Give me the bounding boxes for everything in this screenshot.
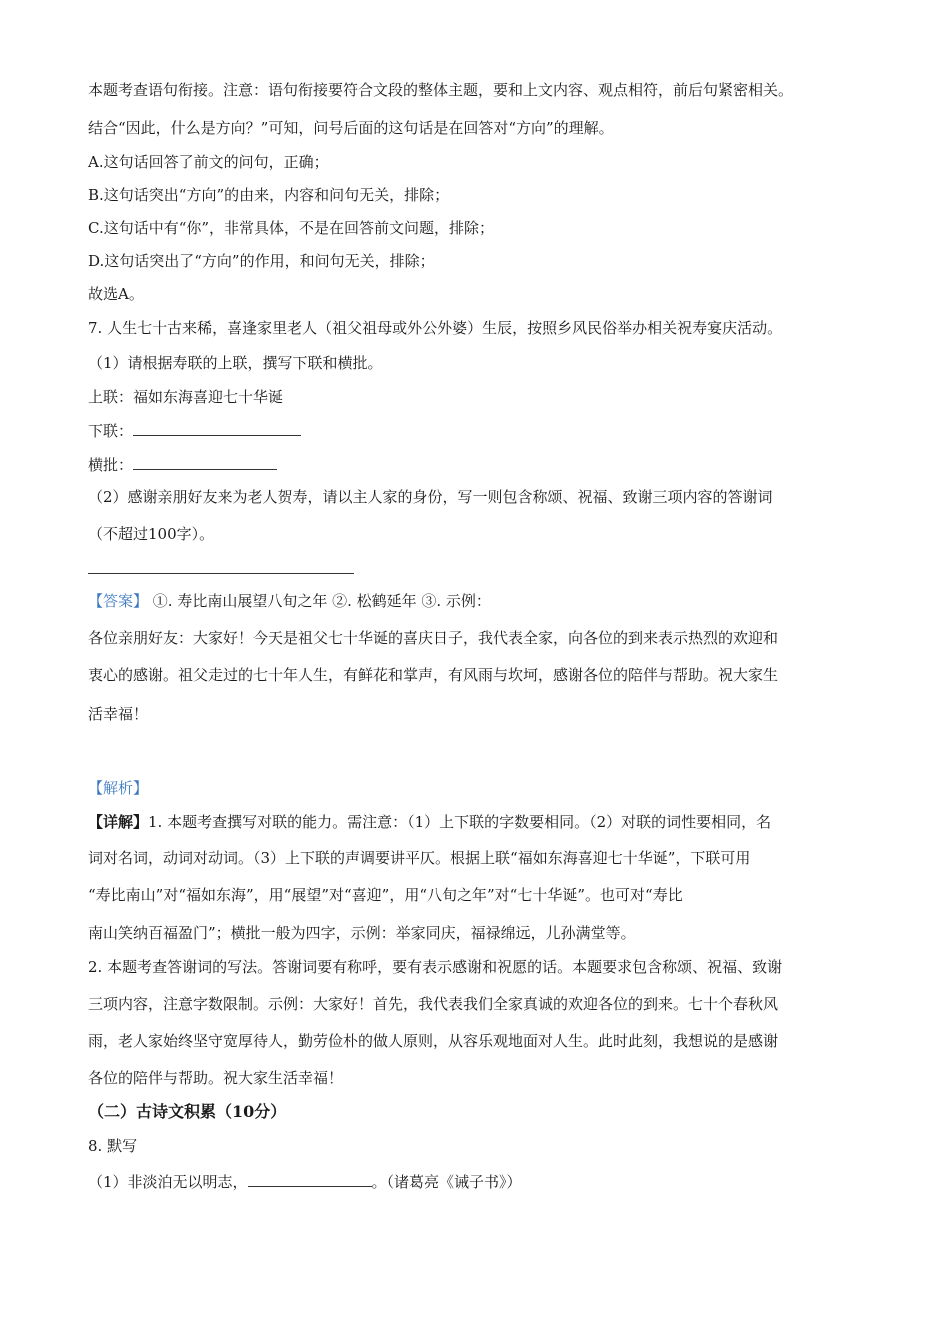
option-b-analysis: B.这句话突出“方向”的由来，内容和问句无关，排除；	[88, 186, 450, 204]
detail-line-8: 各位的陪伴与帮助。祝大家生活幸福！	[88, 1069, 344, 1087]
section-title: （二）古诗文积累（10分）	[88, 1102, 287, 1121]
xialian-line	[88, 421, 870, 441]
answer-rule	[88, 573, 354, 574]
answer-line	[88, 591, 870, 611]
detail-text-1: 1. 本题考查撰写对联的能力。需注意：（1）上下联的字数要相同。（2）对联的词性要相同，名	[148, 813, 772, 831]
detail-line-4: 南山笑纳百福盈门”；横批一般为四字，示例：举家同庆，福禄绵远，儿孙满堂等。	[88, 924, 636, 942]
detail-line-3: “寿比南山”对“福如东海”，用“展望”对“喜迎”，用“八旬之年”对“七十华诞”。也可对“寿比	[88, 886, 683, 904]
detail-line-7: 雨，老人家始终坚守宽厚待人，勤劳俭朴的做人原则，从容乐观地面对人生。此时此刻，我想说的是感谢	[88, 1032, 779, 1050]
q8-1-text-a: （1）非淡泊无以明志，	[88, 1173, 248, 1191]
answer-text-line-3: 活幸福！	[88, 705, 149, 723]
explain-line-2: 结合“因此，什么是方向？”可知，问号后面的这句话是在回答对“方向”的理解。	[88, 119, 614, 137]
question-7-part-2-line-2: （不超过100字）。	[88, 525, 215, 543]
detail-line-2: 词对名词，动词对动词。（3）上下联的声调要讲平仄。根据上联“福如东海喜迎七十华诞”，下联可用	[88, 849, 751, 867]
choice-conclusion: 故选A。	[88, 285, 144, 303]
explain-line-1: 本题考查语句衔接。注意：语句衔接要符合文段的整体主题，要和上文内容、观点相符，前后句紧密相关。	[88, 81, 794, 99]
option-d-analysis: D.这句话突出了“方向”的作用，和问句无关，排除；	[88, 252, 435, 270]
xialian-label: 下联：	[88, 422, 134, 440]
answer-short: ①. 寿比南山展望八旬之年 ②. 松鹤延年 ③. 示例：	[148, 592, 491, 610]
answer-text-line-2: 衷心的感谢。祖父走过的七十年人生，有鲜花和掌声，有风雨与坎坷，感谢各位的陪伴与帮助。祝大家生	[88, 666, 779, 684]
hengpi-blank	[133, 455, 277, 470]
analysis-tag: 【解析】	[88, 779, 149, 797]
detail-line-6: 三项内容，注意字数限制。示例：大家好！首先，我代表我们全家真诚的欢迎各位的到来。七十个春秋风	[88, 995, 779, 1013]
q8-1-text-b: 。（诸葛亮《诫子书》）	[371, 1173, 522, 1191]
hengpi-label: 横批：	[88, 456, 134, 474]
question-8-stem: 8. 默写	[88, 1137, 138, 1155]
detail-line-5: 2. 本题考查答谢词的写法。答谢词要有称呼，要有表示感谢和祝愿的话。本题要求包含称颂、祝福、致谢	[88, 958, 783, 976]
question-7-part-1: （1）请根据寿联的上联，撰写下联和横批。	[88, 354, 383, 372]
shanglian-line: 上联：福如东海喜迎七十华诞	[88, 388, 284, 406]
answer-tag: 【答案】	[88, 592, 149, 610]
question-7-part-2-line-1: （2）感谢亲朋好友来为老人贺寿，请以主人家的身份，写一则包含称颂、祝福、致谢三项内容的答谢词	[88, 488, 773, 506]
hengpi-line	[88, 455, 870, 475]
xialian-blank	[133, 421, 301, 436]
detail-tag: 【详解】	[88, 813, 149, 831]
detail-line-1	[88, 812, 870, 832]
q8-1-blank	[248, 1172, 372, 1187]
option-c-analysis: C.这句话中有“你”，非常具体，不是在回答前文问题，排除；	[88, 219, 495, 237]
answer-text-line-1: 各位亲朋好友：大家好！今天是祖父七十华诞的喜庆日子，我代表全家，向各位的到来表示热烈的欢迎和	[88, 629, 779, 647]
question-8-part-1	[88, 1172, 870, 1192]
option-a-analysis: A.这句话回答了前文的问句，正确；	[88, 153, 329, 171]
question-7-stem: 7. 人生七十古来稀，喜逢家里老人（祖父祖母或外公外婆）生辰，按照乡风民俗举办相关祝寿宴庆活动。	[88, 319, 783, 337]
